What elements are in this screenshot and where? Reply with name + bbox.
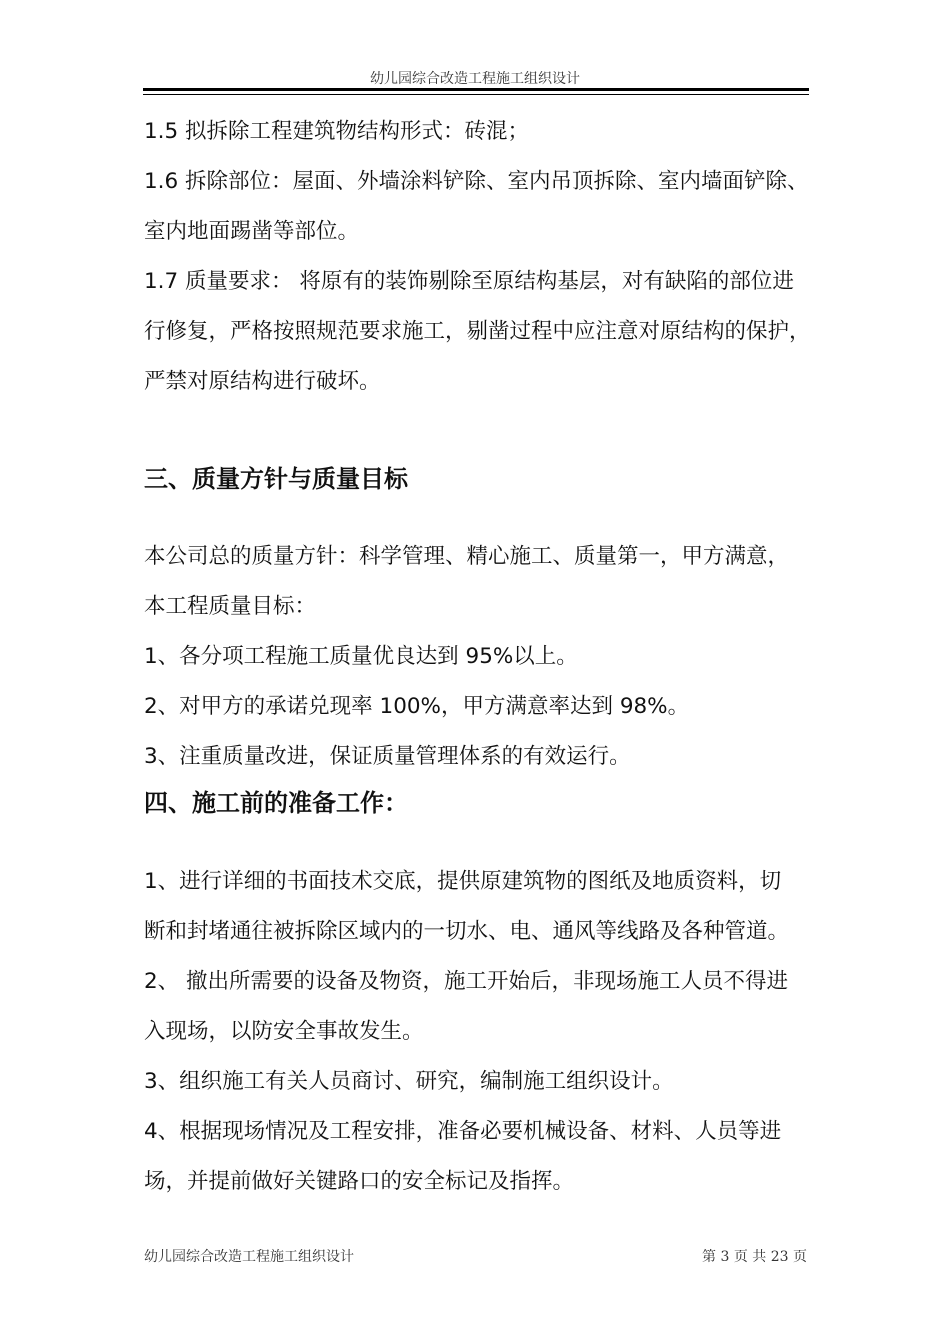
paragraph-line: 场，并提前做好关键路口的安全标记及指挥。 bbox=[144, 1169, 575, 1194]
paragraph-line: 1.7 质量要求： 将原有的装饰剔除至原结构基层，对有缺陷的部位进 bbox=[144, 269, 794, 294]
paragraph-line: 本公司总的质量方针：科学管理、精心施工、质量第一，甲方满意， bbox=[144, 544, 790, 569]
page-number: 第 3 页 共 23 页 bbox=[702, 1249, 807, 1265]
paragraph-line: 严禁对原结构进行破坏。 bbox=[144, 369, 381, 394]
paragraph-line: 入现场，以防安全事故发生。 bbox=[144, 1019, 424, 1044]
list-item: 2、 撤出所需要的设备及物资，施工开始后，非现场施工人员不得进 bbox=[144, 969, 789, 994]
paragraph-line: 本工程质量目标： bbox=[144, 594, 317, 619]
list-item: 4、根据现场情况及工程安排，准备必要机械设备、材料、人员等进 bbox=[144, 1119, 782, 1144]
section-heading-preparation: 四、施工前的准备工作： bbox=[144, 789, 408, 817]
page-footer-title: 幼儿园综合改造工程施工组织设计 bbox=[144, 1249, 354, 1265]
list-item: 3、注重质量改进，保证质量管理体系的有效运行。 bbox=[144, 744, 631, 769]
page-header-title: 幼儿园综合改造工程施工组织设计 bbox=[370, 71, 580, 87]
header-rule-thin bbox=[143, 94, 809, 95]
paragraph-line: 室内地面踢凿等部位。 bbox=[144, 219, 360, 244]
paragraph-line: 1.5 拟拆除工程建筑物结构形式：砖混； bbox=[144, 119, 530, 144]
paragraph-line: 1.6 拆除部位：屋面、外墙涂料铲除、室内吊顶拆除、室内墙面铲除、 bbox=[144, 169, 809, 194]
header-rule-thick bbox=[143, 88, 809, 91]
list-item: 1、各分项工程施工质量优良达到 95%以上。 bbox=[144, 644, 578, 669]
paragraph-line: 行修复，严格按照规范要求施工，剔凿过程中应注意对原结构的保护， bbox=[144, 319, 811, 344]
list-item: 1、进行详细的书面技术交底，提供原建筑物的图纸及地质资料，切 bbox=[144, 869, 782, 894]
list-item: 3、组织施工有关人员商讨、研究，编制施工组织设计。 bbox=[144, 1069, 674, 1094]
section-heading-quality-policy: 三、质量方针与质量目标 bbox=[144, 465, 408, 493]
list-item: 2、对甲方的承诺兑现率 100%，甲方满意率达到 98%。 bbox=[144, 694, 690, 719]
paragraph-line: 断和封堵通往被拆除区域内的一切水、电、通风等线路及各种管道。 bbox=[144, 919, 790, 944]
